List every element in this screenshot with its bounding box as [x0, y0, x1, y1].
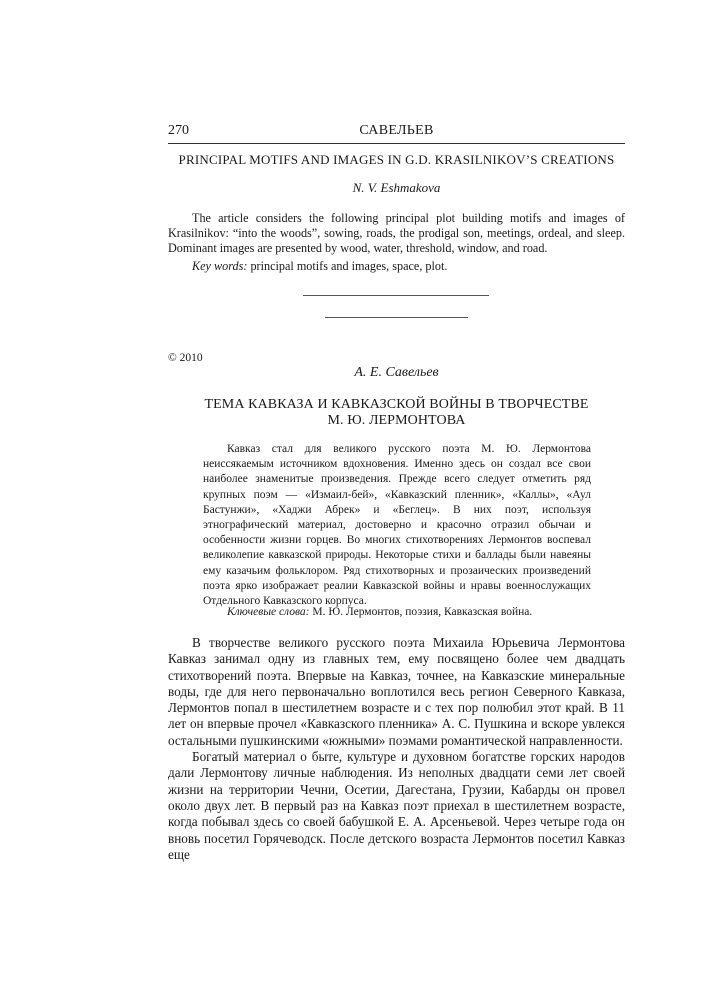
english-abstract	[168, 211, 625, 256]
body-paragraph-1: В творчестве великого русского поэта Михаила Юрьевича Лермонтова Кавказ занимал одну из главных тем, ему посвящено более чем двадцать стихотворений поэта. Впервые на Кавказ, точнее, на Кавказские минеральные воды, где для него первоначально воплотился весь регион Северного Кавказа, Лермонтов попал в шестилетнем возрасте и с тех пор полюбил этот край. В 11 лет он впервые прочел «Кавказского пленника» А. С. Пушкина и вскоре увлекся остальными пушкинскими «южными» поэмами романтической направленности.	[168, 635, 625, 748]
separator-line-long	[303, 295, 489, 296]
russian-abstract	[203, 442, 591, 609]
russian-title-line-1: ТЕМА КАВКАЗА И КАВКАЗСКОЙ ВОЙНЫ В ТВОРЧЕСТВЕ	[204, 397, 589, 412]
russian-abstract-text: Кавказ стал для великого русского поэта М. Ю. Лермонтова неиссякаемым источником вдохновения. Именно здесь он создал все свои наиболее знаменитые произведения. Прежде всего следует отметить ряд крупных поэм — «Измаил-бей», «Кавказский пленник», «Каллы», «Аул Бастунжи», «Хаджи Абрек» и «Беглец». В них поэт, используя этнографический материал, достоверно и красочно отразил обычаи и особенности жизни горцев. Во многих стихотворениях Лермонтов воспевал великолепие кавказской природы. Некоторые стихи и баллады были навеяны ему казачьим фольклором. Ряд стихотворных и прозаических произведений поэта ярко изображает реалии Кавказской войны и нравы военнослужащих Отдельного Кавказского корпуса.	[203, 443, 591, 608]
english-abstract-text: The article considers the following principal plot building motifs and images of Krasilnikov: “into the woods”, sowing, roads, the prodigal son, meetings, ordeal, and sleep. Dominant images are presented by wood, water, threshold, window, and road.	[168, 211, 625, 255]
english-keywords-label: Key words:	[192, 259, 248, 273]
running-title: САВЕЛЬЕВ	[359, 123, 434, 138]
english-article-author: N. V. Eshmakova	[352, 180, 441, 195]
russian-keywords-text: М. Ю. Лермонтов, поэзия, Кавказская война.	[312, 606, 533, 618]
body-paragraph-2: Богатый материал о быте, культуре и духовном богатстве горских народов дали Лермонтову личные наблюдения. Из неполных двадцати семи лет своей жизни на территории Чечни, Осетии, Дагестана, Грузии, Кабарды он провел около двух лет. В первый раз на Кавказ поэт приехал в шестилетнем возрасте, когда побывал здесь со своей бабушкой Е. А. Арсеньевой. Через четыре года он вновь посетил Горячеводск. После детского возраста Лермонтов посетил Кавказ еще	[168, 749, 625, 862]
russian-title-line-2: М. Ю. ЛЕРМОНТОВА	[327, 413, 466, 428]
russian-article-author: А. Е. Савельев	[354, 365, 439, 380]
russian-article-title	[190, 397, 603, 429]
russian-keywords	[227, 606, 625, 618]
page-number: 270	[168, 123, 189, 138]
english-article-title: PRINCIPAL MOTIFS AND IMAGES IN G.D. KRASILNIKOV’S CREATIONS	[178, 152, 615, 167]
copyright-notice: © 2010	[168, 352, 203, 364]
article-body	[168, 635, 625, 863]
russian-keywords-label: Ключевые слова:	[227, 606, 310, 618]
separator-line-short	[325, 317, 468, 318]
english-keywords	[192, 259, 625, 274]
header-rule	[168, 143, 625, 144]
english-keywords-text: principal motifs and images, space, plot.	[250, 259, 448, 273]
